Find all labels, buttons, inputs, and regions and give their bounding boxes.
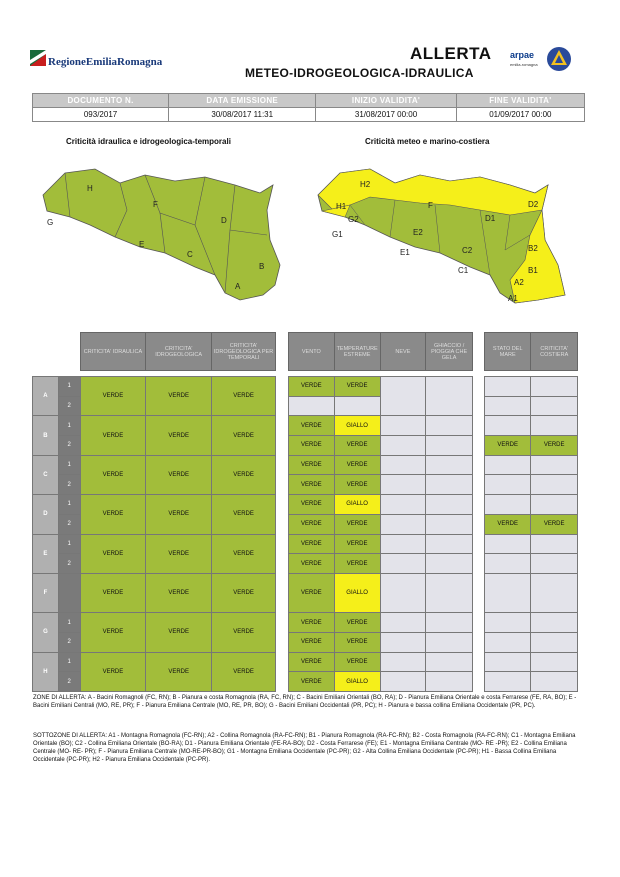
map-label-f-right: F (428, 201, 433, 210)
wind-cell: VERDE (289, 416, 335, 436)
hydrogeo-cell: VERDE (146, 534, 212, 573)
temperature-cell: VERDE (334, 455, 380, 475)
hydro-cell: VERDE (80, 534, 146, 573)
map-label-h2: H2 (360, 180, 371, 189)
hydro-cell: VERDE (80, 613, 146, 652)
validity-start-header: INIZIO VALIDITA' (316, 94, 456, 108)
temperature-cell: GIALLO (334, 416, 380, 436)
subzone-label: 2 (58, 514, 80, 534)
hydrogeo-cell: VERDE (146, 455, 212, 494)
right-map-title: Criticità meteo e marino-costiera (365, 137, 490, 146)
temperature-cell: VERDE (334, 377, 380, 397)
map-label-c: C (187, 250, 193, 259)
map-label-g: G (47, 218, 54, 227)
temperature-cell: VERDE (334, 554, 380, 574)
storm-cell: VERDE (212, 377, 276, 416)
map-label-a: A (235, 282, 241, 291)
meteo-criticality-table (288, 332, 473, 692)
map-label-b2: B2 (528, 244, 538, 253)
hydrogeo-cell: VERDE (146, 613, 212, 652)
temperature-cell: VERDE (334, 475, 380, 495)
doc-number-header: DOCUMENTO N. (33, 94, 169, 108)
zone-label: B (33, 416, 59, 455)
temperature-cell: VERDE (334, 613, 380, 633)
wind-cell: VERDE (289, 436, 335, 456)
hydrogeo-cell: VERDE (146, 573, 212, 612)
wind-cell: VERDE (289, 455, 335, 475)
validity-start: 31/08/2017 00:00 (316, 108, 456, 122)
temperature-cell: GIALLO (334, 573, 380, 612)
map-label-h1: H1 (336, 202, 347, 211)
wind-cell: VERDE (289, 377, 335, 397)
wind-cell: VERDE (289, 475, 335, 495)
storm-cell: VERDE (212, 455, 276, 494)
hydrogeo-cell: VERDE (146, 416, 212, 455)
zone-label: E (33, 534, 59, 573)
temperature-cell: VERDE (334, 632, 380, 652)
subzone-label: 2 (58, 672, 80, 692)
map-label-d1: D1 (485, 214, 496, 223)
wind-cell: VERDE (289, 495, 335, 515)
document-info-table (32, 93, 585, 122)
wind-cell: VERDE (289, 534, 335, 554)
subzone-label: 2 (58, 632, 80, 652)
hydro-cell: VERDE (80, 377, 146, 416)
map-label-e: E (139, 240, 145, 249)
protezione-civile-logo-icon (546, 46, 572, 72)
hydro-cell: VERDE (80, 573, 146, 612)
arpae-logo: arpae (510, 50, 535, 60)
page-subtitle: METEO-IDROGEOLOGICA-IDRAULICA (245, 66, 474, 80)
coastal-cell: VERDE (531, 514, 578, 534)
ice-header: GHIACCIO / PIOGGIA CHE GELA (426, 333, 473, 371)
temperature-cell: GIALLO (334, 495, 380, 515)
hydrogeo-header: CRITICITA' IDROGEOLOGICA (146, 333, 212, 371)
left-criticality-map (35, 155, 290, 305)
map-label-a2: A2 (514, 278, 524, 287)
hydrogeo-cell: VERDE (146, 652, 212, 691)
issue-date-header: DATA EMISSIONE (169, 94, 316, 108)
validity-end: 01/09/2017 00:00 (456, 108, 584, 122)
map-label-e2: E2 (413, 228, 423, 237)
subzone-label: 1 (58, 652, 80, 672)
page-title: ALLERTA (410, 44, 492, 63)
marine-criticality-table (484, 332, 578, 692)
subzone-label: 2 (58, 554, 80, 574)
temperature-header: TEMPERATURE ESTREME (334, 333, 380, 371)
map-label-d2: D2 (528, 200, 539, 209)
subzone-label: 1 (58, 495, 80, 515)
temperature-cell: VERDE (334, 534, 380, 554)
map-label-g1: G1 (332, 230, 343, 239)
map-label-b: B (259, 262, 265, 271)
zone-label: F (33, 573, 59, 612)
subzone-label (58, 573, 80, 612)
hydrogeo-cell: VERDE (146, 495, 212, 534)
right-criticality-map (310, 155, 575, 305)
wind-cell: VERDE (289, 613, 335, 633)
map-label-g2: G2 (348, 215, 359, 224)
validity-end-header: FINE VALIDITA' (456, 94, 584, 108)
map-label-e1: E1 (400, 248, 410, 257)
subzone-label: 2 (58, 396, 80, 416)
hydrogeo-cell: VERDE (146, 377, 212, 416)
sea-state-header: STATO DEL MARE (485, 333, 531, 371)
sea-state-cell: VERDE (485, 436, 531, 456)
zone-legend: ZONE DI ALLERTA: A - Bacini Romagnoli (FC, RN); B - Pianura e costa Romagnola (RA, FC, RN); C - Bacini Emiliani Orientali (BO, RA); D - Pianura Emiliana Orientale e costa Ferrarese (FE, RA, BO); E - Bacini Emiliani Centrali (MO, RE, PR); F - Pianura Emiliana Centrale (MO, RE, PR, BO); G - Bacini Emiliani Occidentali (PR, PC); H - Pianura e bassa collina Emiliana Occidentale (PR, PC). (33, 695, 577, 709)
map-label-f: F (153, 200, 158, 209)
arpae-logo-sub: emilia-romagna (510, 62, 538, 67)
temperature-cell: VERDE (334, 436, 380, 456)
doc-number: 093/2017 (33, 108, 169, 122)
hydro-cell: VERDE (80, 416, 146, 455)
subzone-label: 1 (58, 416, 80, 436)
storm-cell: VERDE (212, 534, 276, 573)
subzone-label: 1 (58, 613, 80, 633)
snow-header: NEVE (380, 333, 426, 371)
temperature-cell: GIALLO (334, 672, 380, 692)
hydro-criticality-table (32, 332, 276, 692)
zone-label: G (33, 613, 59, 652)
storm-cell: VERDE (212, 652, 276, 691)
map-label-b1: B1 (528, 266, 538, 275)
map-label-d: D (221, 216, 227, 225)
temperature-cell: VERDE (334, 652, 380, 672)
wind-cell: VERDE (289, 573, 335, 612)
coastal-header: CRITICITA' COSTIERA (531, 333, 578, 371)
wind-header: VENTO (289, 333, 335, 371)
map-label-h: H (87, 184, 93, 193)
storm-cell: VERDE (212, 573, 276, 612)
wind-cell: VERDE (289, 652, 335, 672)
subzone-label: 2 (58, 436, 80, 456)
hydro-header: CRITICITA' IDRAULICA (80, 333, 146, 371)
storm-cell: VERDE (212, 613, 276, 652)
issue-date: 30/08/2017 11:31 (169, 108, 316, 122)
subzone-label: 2 (58, 475, 80, 495)
zone-label: D (33, 495, 59, 534)
subzone-legend: SOTTOZONE DI ALLERTA: A1 - Montagna Romagnola (FC-RN); A2 - Collina Romagnola (RA-FC-RN); B1 - Pianura Romagnola (RA-FC-RN); B2 - Costa Romagnola (RA-FC-RN); C1 - Montagna Emiliana Orientale (BO); C2 - Collina Emiliana Orientale (BO-RA); D1 - Pianura Emiliana Orientale (FE-RA-BO); D2 - Costa Ferrarese (FE); E1 - Montagna Emiliana Centrale (MO- RE -PR); E2 - Collina Emiliana Centrale (MO- RE- PR); F - Pianura Emiliana Centrale (MO-RE-PR-BO); G1 - Montagna Emiliana Occidentale (PC-PR); G2 - Alta Collina Emiliana Occidentale (PC-PR); H1 - Bassa Collina Emiliana Occidentale (PC-PR); H2 - Pianura Emiliana Occidentale (PC-PR). (33, 733, 576, 763)
zone-label: H (33, 652, 59, 691)
map-label-a1: A1 (508, 294, 518, 303)
left-map-title: Criticità idraulica e idrogeologica-temporali (66, 137, 231, 146)
subzone-label: 1 (58, 534, 80, 554)
storm-cell: VERDE (212, 495, 276, 534)
zone-label: C (33, 455, 59, 494)
sea-state-cell: VERDE (485, 514, 531, 534)
regione-flag-icon (30, 50, 46, 66)
hydro-cell: VERDE (80, 455, 146, 494)
subzone-label: 1 (58, 377, 80, 397)
wind-cell: VERDE (289, 632, 335, 652)
wind-cell: VERDE (289, 672, 335, 692)
subzone-label: 1 (58, 455, 80, 475)
coastal-cell: VERDE (531, 436, 578, 456)
table-corner (33, 333, 81, 371)
zone-label: A (33, 377, 59, 416)
regione-logo-text: RegioneEmiliaRomagna (48, 56, 163, 68)
temperature-cell: VERDE (334, 514, 380, 534)
wind-cell: VERDE (289, 554, 335, 574)
hydro-cell: VERDE (80, 652, 146, 691)
map-label-c1: C1 (458, 266, 469, 275)
wind-cell: VERDE (289, 514, 335, 534)
map-label-c2: C2 (462, 246, 473, 255)
hydro-cell: VERDE (80, 495, 146, 534)
storm-header: CRITICITA' IDROGEOLOGICA PER TEMPORALI (212, 333, 276, 371)
storm-cell: VERDE (212, 416, 276, 455)
